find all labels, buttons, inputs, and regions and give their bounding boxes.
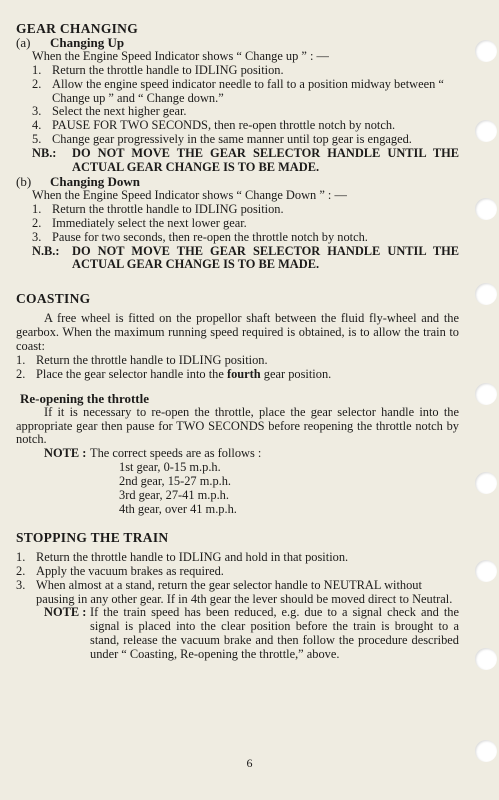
page-number: 6 [246,756,253,770]
list-item [32,217,459,231]
changing-down-intro: When the Engine Speed Indicator shows “ Change Down ” : — [32,187,347,202]
binder-hole [475,198,497,220]
list-item [16,354,459,368]
subsection-changing-up-heading [16,36,459,50]
step-number: 1. [32,62,42,77]
changing-up-steps [32,64,459,147]
subsection-changing-down-heading [16,175,459,189]
step-text: When almost at a stand, return the gear selector handle to NEUTRAL without pausing in any other gear. If in 4th gear the lever should be moved direct to Neutral. [36,577,453,606]
note-label: NOTE : [44,446,87,461]
list-item [32,64,459,78]
speed-item: 4th gear, over 41 m.p.h. [119,502,237,516]
binder-hole [475,40,497,62]
step-text: Immediately select the next lower gear. [52,215,247,230]
subsection-label: (b) [16,173,32,189]
step-number: 2. [32,76,42,91]
step-number: 4. [32,118,42,133]
changing-up-body [16,50,459,175]
list-item [32,119,459,133]
subsection-label: (a) [16,34,31,50]
step-text: Allow the engine speed indicator needle to fall to a position midway between “ Change up ” and “ Change down.” [52,76,444,105]
nb-warning [32,245,459,273]
binder-hole [475,283,497,305]
changing-up-intro: When the Engine Speed Indicator shows “ Change up ” : — [32,48,329,63]
list-item [16,565,459,579]
section-title-gear-changing: GEAR CHANGING [16,21,139,36]
list-item [16,579,459,607]
step-text: Return the throttle handle to IDLING position. [52,201,284,216]
note-text: The correct speeds are as follows : [90,446,262,461]
step-number: 2. [16,366,26,381]
section-title-stopping: STOPPING THE TRAIN [16,529,169,545]
step-number: 1. [16,352,26,367]
binder-hole [475,560,497,582]
page-content [16,22,459,662]
step-number: 1. [32,201,42,216]
speed-list [16,461,459,517]
nb-warning [32,147,459,175]
speed-item: 1st gear, 0-15 m.p.h. [119,460,221,475]
step-text: Select the next higher gear. [52,104,187,119]
step-number: 5. [32,132,42,147]
stopping-note [16,606,459,662]
step-text-part: Place the gear selector handle into the [36,366,227,381]
step-text-emphasis: fourth [226,366,261,381]
speed-item: 2nd gear, 15-27 m.p.h. [119,474,232,489]
step-number: 2. [32,215,42,230]
step-text: Change gear progressively in the same manner until top gear is engaged. [52,132,412,147]
step-number: 3. [16,577,26,592]
list-item [32,203,459,217]
subsection-title: Changing Down [50,173,140,189]
list-item [32,78,459,106]
subsection-title: Changing Up [50,34,125,50]
coasting-steps [16,354,459,382]
speed-item: 3rd gear, 27-41 m.p.h. [119,488,229,503]
step-number: 3. [32,104,42,119]
subsection-title-reopening: Re-opening the throttle [20,390,150,406]
step-text: PAUSE FOR TWO SECONDS, then re-open throttle notch by notch. [52,118,396,133]
binder-hole [475,383,497,405]
binder-hole [475,740,497,762]
nb-text: DO NOT MOVE THE GEAR SELECTOR HANDLE UNTIL THE ACTUAL GEAR CHANGE IS TO BE MADE. [72,243,459,272]
step-text: Return the throttle handle to IDLING position. [52,62,284,77]
list-item [16,551,459,565]
binder-hole [475,648,497,670]
step-text-part: gear position. [260,366,332,381]
nb-label: NB.: [32,146,57,161]
nb-text: DO NOT MOVE THE GEAR SELECTOR HANDLE UNTIL THE ACTUAL GEAR CHANGE IS TO BE MADE. [72,146,459,175]
section-title-coasting: COASTING [16,291,91,307]
step-number: 1. [16,549,26,564]
step-text [36,368,331,382]
list-item [32,231,459,245]
step-text: Return the throttle handle to IDLING position. [36,352,268,367]
step-number: 2. [16,563,26,578]
list-item [16,368,459,382]
coasting-paragraph: A free wheel is fitted on the propellor shaft between the fluid fly-wheel and the gearbox. When the maximum running speed required is obtained, is to allow the train to coast: [16,311,459,354]
nb-label: N.B.: [32,243,60,258]
binder-hole [475,120,497,142]
list-item [32,133,459,147]
binder-holes [469,0,499,800]
stopping-steps [16,551,459,607]
speeds-note [16,447,459,461]
list-item [32,105,459,119]
step-number: 3. [32,229,42,244]
reopening-paragraph: If it is necessary to re-open the throttle, place the gear selector handle into the appropriate gear then pause for TWO SECONDS before reopening the throttle notch by notch. [16,404,459,447]
binder-hole [475,472,497,494]
changing-down-body [16,189,459,272]
step-text: Apply the vacuum brakes as required. [36,563,224,578]
note-label: NOTE : [44,605,87,620]
note-text: If the train speed has been reduced, e.g. due to a signal check and the signal is placed into the clear position before the train is brought to a stand, release the vacuum brake and then follow the procedure described under “ Coasting, Re-opening the throttle,” above. [90,605,459,662]
step-text: Pause for two seconds, then re-open the throttle notch by notch. [52,229,368,244]
step-text: Return the throttle handle to IDLING and hold in that position. [36,549,349,564]
changing-down-steps [32,203,459,245]
